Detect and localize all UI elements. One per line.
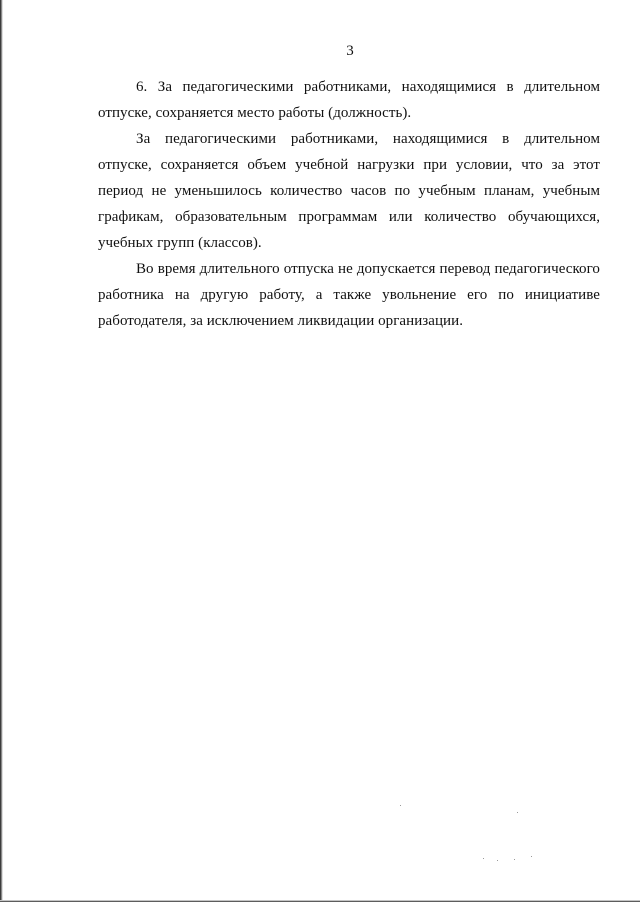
- paragraph-1: 6. За педагогическими работниками, находящимися в длительном отпуске, сохраняется место работы (должность).: [98, 79, 600, 121]
- scan-speck: [497, 860, 498, 861]
- scan-speck: [400, 805, 401, 806]
- scan-speck: [483, 858, 484, 859]
- scan-speck: [531, 856, 532, 857]
- document-body: [98, 74, 600, 334]
- scan-speck: [514, 859, 515, 860]
- scan-speck: [517, 812, 518, 813]
- paragraph-3: Во время длительного отпуска не допускается перевод педагогического работника на другую работу, а также увольнение его по инициативе работодателя, за исключением ликвидации организации.: [98, 261, 600, 329]
- paragraph-2: За педагогическими работниками, находящимися в длительном отпуске, сохраняется объем учебной нагрузки при условии, что за этот период не уменьшилось количество часов по учебным планам, учебным графикам, образовательным программам или количество обучающихся, учебных групп (классов).: [98, 131, 600, 251]
- scan-edge-left: [0, 0, 3, 902]
- page-number: 3: [346, 43, 354, 59]
